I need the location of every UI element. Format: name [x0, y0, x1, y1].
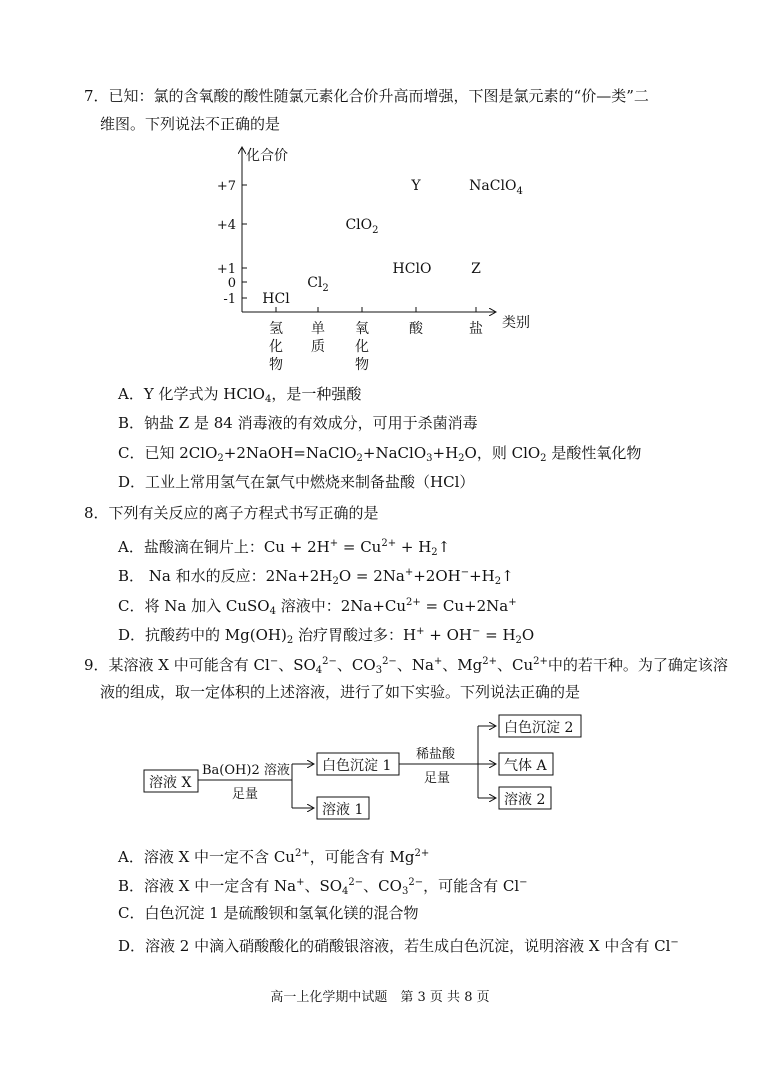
x-tick-label: 盐	[469, 321, 483, 337]
x-tick-label: 氧	[355, 321, 369, 337]
label-precipitate-1: 白色沉淀 1	[322, 758, 392, 774]
experiment-flowchart	[140, 712, 600, 827]
x-tick-label: 单	[311, 321, 325, 337]
y-tick-label: 0	[227, 276, 236, 291]
q7-option-a[interactable]: A．Y 化学式为 HClO$_4$，是一种强酸	[118, 385, 362, 405]
label-reagent-hcl: 稀盐酸	[416, 747, 456, 762]
label-precipitate-2: 白色沉淀 2	[504, 720, 574, 736]
x-tick-label: 物	[355, 357, 369, 373]
valence-category-chart	[200, 140, 560, 380]
y-tick-label: +4	[216, 218, 236, 233]
point-label-cl2: $Cl_2$	[307, 275, 329, 294]
q9-option-a[interactable]: A．溶液 X 中一定不含 $Cu^{2+}$，可能含有 $Mg^{2+}$	[118, 848, 430, 866]
q7-option-b[interactable]: B．钠盐 Z 是 84 消毒液的有效成分，可用于杀菌消毒	[118, 414, 478, 432]
x-tick-label: 酸	[409, 321, 423, 337]
point-label-clo2: ClO$_2$	[345, 217, 379, 236]
q7-stem-line2: 维图。下列说法不正确的是	[100, 115, 281, 133]
q7-option-d[interactable]: D．工业上常用氢气在氯气中燃烧来制备盐酸（HCl）	[118, 473, 475, 491]
y-tick-label: -1	[223, 292, 236, 307]
label-solution-2: 溶液 2	[504, 792, 546, 808]
q9-option-b[interactable]: B．溶液 X 中一定含有 Na+、$SO_4^{2-}$、$CO_3^{2-}$，可能含有 Cl−	[118, 877, 528, 897]
q8-option-d[interactable]: D．抗酸药中的 $Mg(OH)_2$ 治疗胃酸过多：$H^+ + OH^- = H_2O$	[118, 626, 535, 646]
label-gas-a: 气体 A	[504, 758, 547, 774]
x-tick-label: 质	[311, 339, 325, 355]
y-tick-label: +1	[216, 262, 236, 277]
q8-option-b[interactable]: B． Na 和水的反应：$2Na+2H_2O$ = $2Na^++2OH^-+H_2↑$	[118, 567, 514, 587]
x-tick-label: 化	[269, 339, 283, 355]
label-solution-1: 溶液 1	[322, 802, 364, 818]
q9-option-d[interactable]: D．溶液 2 中滴入硝酸酸化的硝酸银溶液，若生成白色沉淀，说明溶液 X 中含有 Cl−	[118, 937, 679, 955]
label-reagent-baoh2: Ba(OH)2 溶液	[202, 763, 290, 778]
q9-stem-line1: 9．某溶液 X 中可能含有 Cl−、$SO_4^{2-}$、$CO_3^{2-}$、Na+、$Mg^{2+}$、$Cu^{2+}$中的若干种。为了确定该溶	[84, 656, 728, 676]
label-amount-2: 足量	[424, 771, 451, 786]
point-label-hcl: HCl	[262, 291, 290, 307]
point-label-z: Z	[471, 261, 481, 277]
q7-stem-line1: 7．已知：氯的含氧酸的酸性随氯元素化合价升高而增强，下图是氯元素的“价—类”二	[84, 87, 649, 105]
y-tick-label: +7	[216, 179, 236, 194]
y-axis-label: 化合价	[246, 148, 288, 164]
q8-option-a[interactable]: A．盐酸滴在铜片上：$Cu + 2H^+ = Cu^{2+}$ + $H_2↑$	[118, 538, 451, 558]
point-label-hclo: HClO	[392, 261, 432, 277]
x-axis-label: 类别	[502, 315, 530, 331]
page-footer: 高一上化学期中试题 第 3 页 共 8 页	[270, 990, 490, 1005]
q8-option-c[interactable]: C．将 Na 加入 CuSO$_4$ 溶液中：$2Na+Cu^{2+} = Cu+2Na^+$	[118, 597, 517, 617]
x-tick-label: 氢	[269, 321, 283, 337]
x-tick-label: 物	[269, 357, 283, 373]
q9-stem-line2: 液的组成，取一定体积的上述溶液，进行了如下实验。下列说法正确的是	[100, 683, 581, 701]
q8-stem: 8．下列有关反应的离子方程式书写正确的是	[84, 504, 379, 522]
q7-option-c[interactable]: C．已知 $2ClO_2+2NaOH=NaClO_2+NaClO_3+H_2O$，则 ClO$_2$ 是酸性氧化物	[118, 444, 642, 464]
label-solution-x: 溶液 X	[149, 775, 192, 791]
q9-option-c[interactable]: C．白色沉淀 1 是硫酸钡和氢氧化镁的混合物	[118, 904, 419, 922]
label-amount-1: 足量	[232, 787, 259, 802]
point-label-naclo4: NaClO$_4$	[469, 178, 523, 197]
x-tick-label: 化	[355, 339, 369, 355]
point-label-y: Y	[411, 178, 421, 194]
